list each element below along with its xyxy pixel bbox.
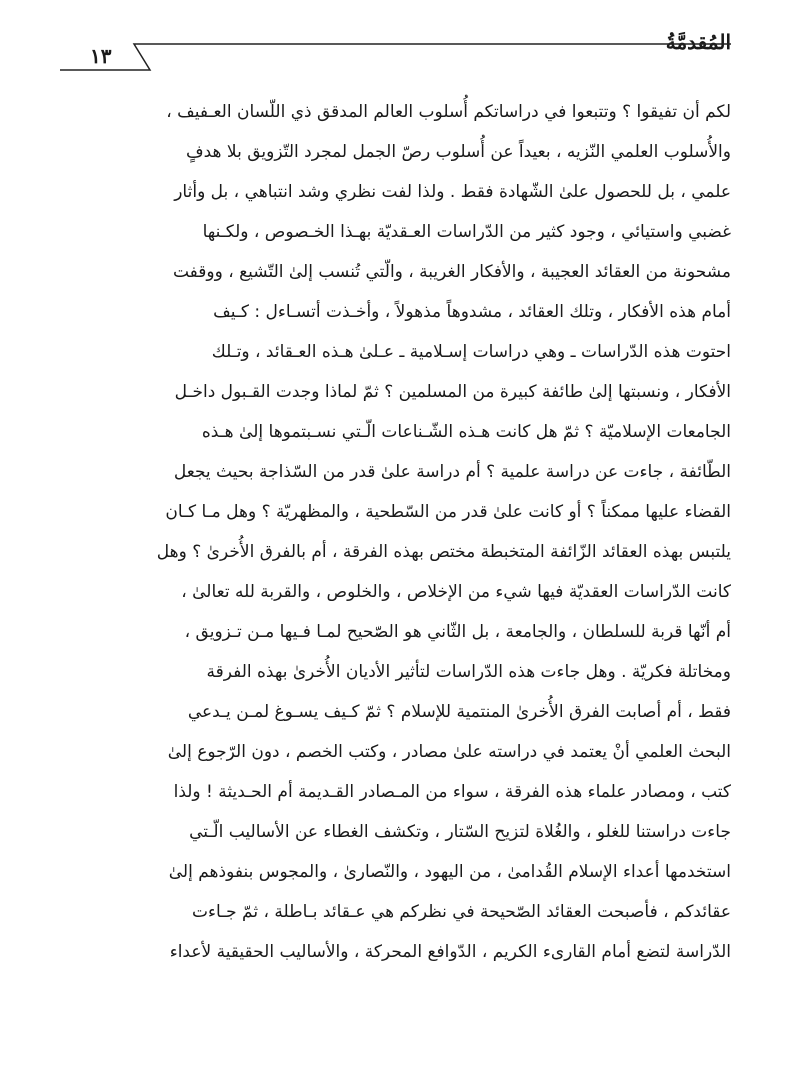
text-line: القضاء عليها ممكناً ؟ أو كانت علىٰ قدر من السّطحية ، والمظهريّة ؟ وهل مـا كـان <box>165 502 731 522</box>
text-line: كانت الدّراسات العقديّة فيها شيء من الإخلاص ، والخلوص ، والقربة لله تعالىٰ ، <box>181 582 731 602</box>
text-line: أم أنّها قربة للسلطان ، والجامعة ، بل الثّاني هو الصّحيح لمـا فـيها مـن تـزويق ، <box>184 622 731 642</box>
text-line: يلتبس بهذه العقائد الزّائفة المتخبطة مختص بهذه الفرقة ، أم بالفرق الأُخرىٰ ؟ وهل <box>156 542 731 562</box>
text-line: الطّائفة ، جاءت عن دراسة علمية ؟ أم دراسة علىٰ قدر من السّذاجة بحيث يجعل <box>173 462 731 482</box>
text-line: غضبي واستيائي ، وجود كثير من الدّراسات العـقديّة بهـذا الخـصوص ، ولكـنها <box>202 222 731 242</box>
header-rule <box>60 28 731 72</box>
text-line: جاءت دراستنا للغلو ، والغُلاة لتزيح السّتار ، وتكشف الغطاء عن الأساليب الّـتي <box>189 822 731 842</box>
text-line: أمام هذه الأفكار ، وتلك العقائد ، مشدوهاً مذهولاً ، وأخـذت أتسـاءل : كـيف <box>213 302 731 322</box>
text-line: والأُسلوب العلمي النّزيه ، بعيداً عن أُسلوب رصّ الجمل لمجرد التّزويق بلا هدفٍ <box>186 142 731 162</box>
text-line: علمي ، بل للحصول علىٰ الشّهادة فقط . ولذا لفت نظري وشد انتباهي ، بل وأثار <box>174 182 731 202</box>
text-line: البحث العلمي أنْ يعتمد في دراسته علىٰ مصادر ، وكتب الخصم ، دون الرّجوع إلىٰ <box>167 742 731 762</box>
text-line: ومخاتلة فكريّة . وهل جاءت هذه الدّراسات لتأثير الأديان الأُخرىٰ بهذه الفرقة <box>206 662 731 682</box>
text-line: احتوت هذه الدّراسات ـ وهي دراسات إسـلامية ـ عـلىٰ هـذه العـقائد ، وتـلك <box>211 342 731 362</box>
text-line: الدّراسة لتضع أمام القارىء الكريم ، الدّوافع المحركة ، والأساليب الحقيقية لأعداء <box>169 942 731 962</box>
text-line: لكم أن تفيقوا ؟ وتتبعوا في دراساتكم أُسلوب العالم المدقق ذي اللّسان العـفيف ، <box>166 102 731 122</box>
text-line: الجامعات الإسلاميّة ؟ ثمّ هل كانت هـذه الشّـناعات الّـتي نسـبتموها إلىٰ هـذه <box>201 422 731 442</box>
text-line: كتب ، ومصادر علماء هذه الفرقة ، سواء من المـصادر القـديمة أم الحـديثة ! ولذا <box>173 782 731 802</box>
text-line: فقط ، أم أصابت الفرق الأُخرىٰ المنتمية للإسلام ؟ ثمّ كـيف يسـوغ لمـن يـدعي <box>187 702 731 722</box>
body-text <box>60 92 731 972</box>
text-line: مشحونة من العقائد العجيبة ، والأفكار الغريبة ، والّتي تُنسب إلىٰ التّشيع ، ووقفت <box>172 262 731 282</box>
text-line: استخدمها أعداء الإسلام القُدامىٰ ، من اليهود ، والنّصارىٰ ، والمجوس بنفوذهم إلىٰ <box>168 862 731 882</box>
text-line: عقائدكم ، فأصبحت العقائد الصّحيحة في نظركم هي عـقائد بـاطلة ، ثمّ جـاءت <box>191 902 731 922</box>
page-number: ١٣ <box>90 44 112 68</box>
page-header <box>60 28 731 72</box>
text-line: الأفكار ، ونسبتها إلىٰ طائفة كبيرة من المسلمين ؟ ثمّ لماذا وجدت القـبول داخـل <box>174 382 731 402</box>
running-title: المُقدمَّةُ <box>665 30 731 54</box>
